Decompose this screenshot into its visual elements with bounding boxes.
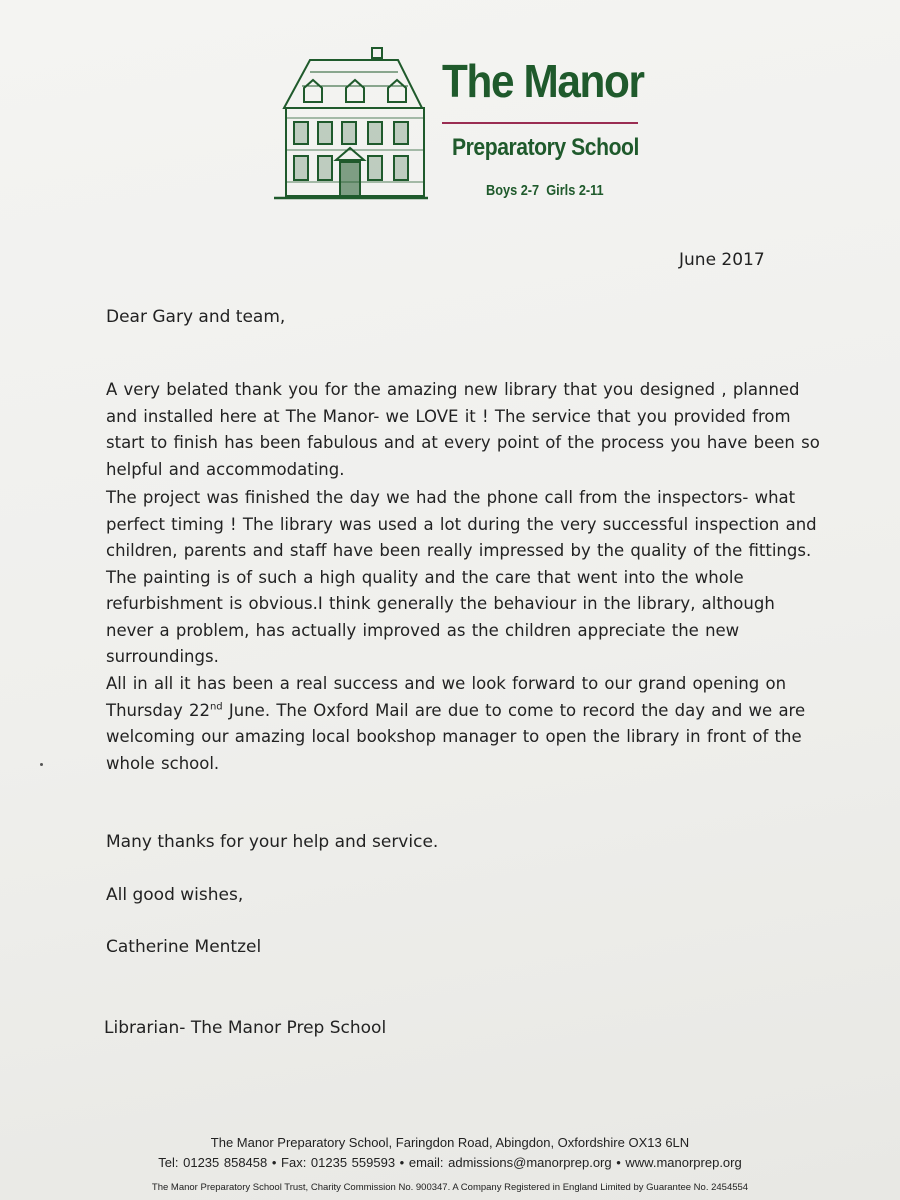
letterhead (270, 42, 670, 212)
school-name: The Manor (442, 55, 644, 107)
school-ages: Boys 2-7 Girls 2-11 (486, 182, 604, 199)
signer-role: Librarian- The Manor Prep School (104, 1018, 387, 1038)
paragraph-1: A very belated thank you for the amazing new library that you designed , planned and installed here at The Manor- we LOVE it ! The service that you provided from start to finish has been fabulous and at every point of the process you have been so helpful and accommodating. (106, 380, 820, 479)
letterhead-rule (442, 122, 638, 124)
closing-wishes: All good wishes, (106, 885, 244, 905)
paragraph-3-text-a: All in all it has been a real success and we look forward to our grand opening on Thursday 22 (106, 674, 787, 720)
paper-mark (40, 763, 43, 766)
paragraph-3-text-b: June. The Oxford Mail are due to come to record the day and we are welcoming our amazing local bookshop manager to open the library in front of the whole school. (106, 700, 806, 773)
paragraph-3 (106, 671, 826, 777)
school-subtitle: Preparatory School (452, 134, 639, 161)
signer-name: Catherine Mentzel (106, 937, 262, 957)
ordinal-suffix: nd (209, 701, 223, 712)
footer-address: The Manor Preparatory School, Faringdon Road, Abingdon, Oxfordshire OX13 6LN (210, 1135, 690, 1150)
paragraph-2: The project was finished the day we had the phone call from the inspectors- what perfect timing ! The library was used a lot during the very successful inspection and children, parents and staff have been really impressed by the quality of the fittings. The painting is of such a high quality and the care that went into the whole refurbishment is obvious.I think generally the behaviour in the library, although never a problem, has actually improved as the children appreciate the new surroundings. (106, 488, 817, 666)
footer-contact: Tel: 01235 858458 • Fax: 01235 559593 • email: admissions@manorprep.org • www.manorprep.org (158, 1155, 742, 1170)
footer-legal: The Manor Preparatory School Trust, Charity Commission No. 900347. A Company Registered in England Limited by Guarantee No. 2454554 (151, 1182, 749, 1193)
salutation: Dear Gary and team, (106, 307, 286, 327)
manor-house-icon (270, 42, 430, 202)
closing-thanks: Many thanks for your help and service. (106, 832, 439, 852)
letter-date: June 2017 (679, 250, 765, 270)
